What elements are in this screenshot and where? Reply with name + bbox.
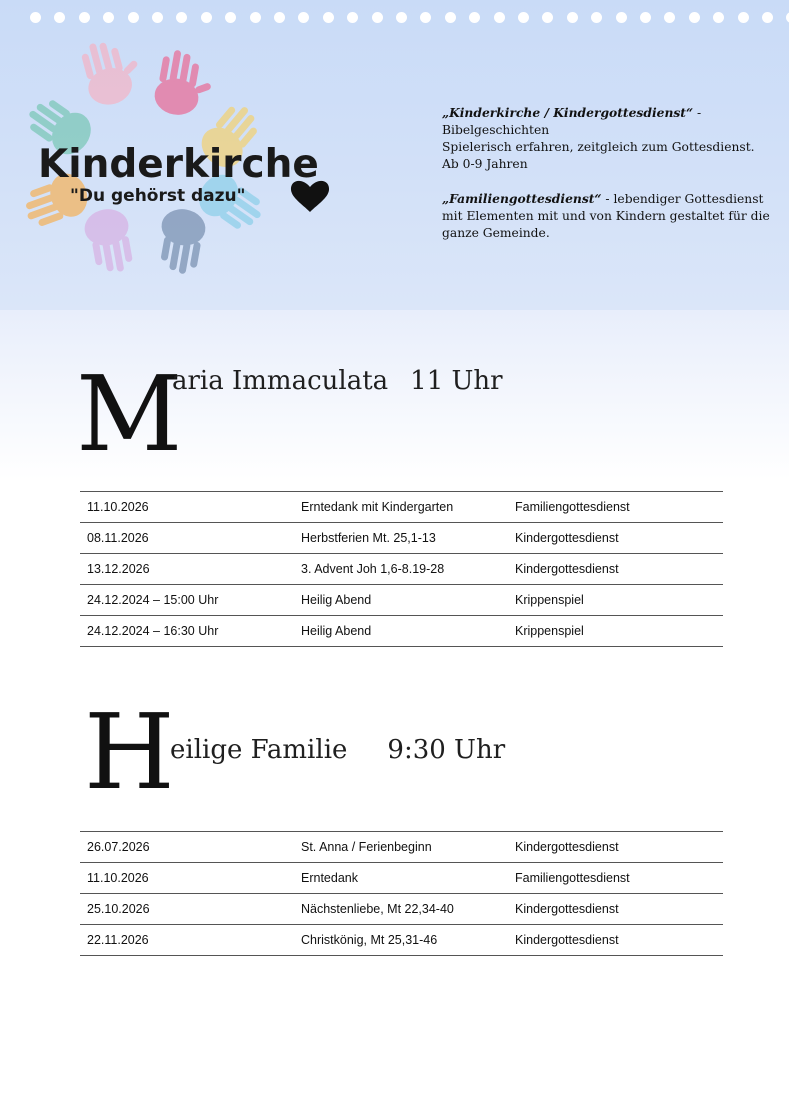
event-cell: 3. Advent Joh 1,6-8.19-28 bbox=[301, 562, 445, 576]
table-row bbox=[80, 894, 723, 925]
kinderkirche-logo bbox=[10, 22, 340, 292]
table-row bbox=[80, 585, 723, 616]
info-text bbox=[442, 104, 772, 242]
decorative-dot bbox=[713, 12, 724, 23]
section-2-schedule-table bbox=[80, 831, 723, 956]
event-cell: Heilig Abend bbox=[301, 624, 372, 638]
event-cell: Erntedank mit Kindergarten bbox=[301, 500, 454, 514]
date-cell: 24.12.2024 – 16:30 Uhr bbox=[87, 624, 219, 638]
decorative-dot bbox=[689, 12, 700, 23]
decorative-dot bbox=[396, 12, 407, 23]
date-cell: 11.10.2026 bbox=[87, 500, 149, 514]
table-row bbox=[80, 616, 723, 647]
kinderkirche-line: Spielerisch erfahren, zeitgleich zum Gottesdienst. bbox=[442, 140, 755, 154]
type-cell: Familiengottesdienst bbox=[515, 871, 630, 885]
date-cell: 08.11.2026 bbox=[87, 531, 149, 545]
section-1-schedule-table bbox=[80, 491, 723, 647]
type-cell: Kindergottesdienst bbox=[515, 531, 619, 545]
familie-description: „Familiengottesdienst“ - lebendiger Gottesdienst mit Elementen mit und von Kindern gestaltet für die ganze Gemeinde. bbox=[442, 191, 770, 240]
section-2-title bbox=[170, 735, 505, 765]
section-2-time: 9:30 Uhr bbox=[387, 735, 506, 765]
table-row bbox=[80, 523, 723, 554]
section-1-church: aria Immaculata bbox=[172, 366, 389, 396]
type-cell: Kindergottesdienst bbox=[515, 902, 619, 916]
type-cell: Krippenspiel bbox=[515, 593, 584, 607]
familie-heading: „Familiengottesdienst“ bbox=[442, 191, 602, 206]
date-cell: 13.12.2026 bbox=[87, 562, 150, 576]
decorative-dot bbox=[347, 12, 358, 23]
decorative-dot bbox=[664, 12, 675, 23]
date-cell: 24.12.2024 – 15:00 Uhr bbox=[87, 593, 219, 607]
kinderkirche-line: Ab 0-9 Jahren bbox=[442, 157, 528, 171]
kinderkirche-heading: „Kinderkirche / Kindergottesdienst“ bbox=[442, 105, 694, 120]
table-row bbox=[80, 925, 723, 956]
type-cell: Krippenspiel bbox=[515, 624, 584, 638]
date-cell: 26.07.2026 bbox=[87, 840, 150, 854]
table-row bbox=[80, 863, 723, 894]
logo-subtitle: "Du gehörst dazu" bbox=[70, 186, 246, 206]
decorative-dot bbox=[518, 12, 529, 23]
table-row bbox=[80, 832, 723, 863]
event-cell: Nächstenliebe, Mt 22,34-40 bbox=[301, 902, 454, 916]
event-cell: Erntedank bbox=[301, 871, 358, 885]
event-cell: Herbstferien Mt. 25,1-13 bbox=[301, 531, 436, 545]
decorative-dot bbox=[738, 12, 749, 23]
type-cell: Familiengottesdienst bbox=[515, 500, 630, 514]
date-cell: 11.10.2026 bbox=[87, 871, 149, 885]
decorative-dot bbox=[762, 12, 773, 23]
decorative-dot bbox=[420, 12, 431, 23]
type-cell: Kindergottesdienst bbox=[515, 933, 619, 947]
section-2-church: eilige Familie bbox=[170, 735, 348, 765]
table-row bbox=[80, 492, 723, 523]
event-cell: Christkönig, Mt 25,31-46 bbox=[301, 933, 438, 947]
date-cell: 22.11.2026 bbox=[87, 933, 149, 947]
decorative-dot bbox=[591, 12, 602, 23]
type-cell: Kindergottesdienst bbox=[515, 562, 619, 576]
type-cell: Kindergottesdienst bbox=[515, 840, 619, 854]
date-cell: 25.10.2026 bbox=[87, 902, 150, 916]
kinderkirche-description: „Kinderkirche / Kindergottesdienst“ - bbox=[442, 105, 702, 120]
decorative-dot bbox=[542, 12, 553, 23]
decorative-dot bbox=[494, 12, 505, 23]
section-1-dropcap: M bbox=[76, 353, 183, 475]
event-cell: St. Anna / Ferienbeginn bbox=[301, 840, 432, 854]
table-row bbox=[80, 554, 723, 585]
section-2-dropcap: H bbox=[84, 691, 175, 813]
decorative-dot bbox=[469, 12, 480, 23]
event-cell: Heilig Abend bbox=[301, 593, 372, 607]
decorative-dot bbox=[445, 12, 456, 23]
decorative-dot bbox=[640, 12, 651, 23]
section-1-time: 11 Uhr bbox=[410, 366, 503, 396]
kinderkirche-line: Bibelgeschichten bbox=[442, 123, 550, 137]
decorative-dot bbox=[567, 12, 578, 23]
logo-title: Kinderkirche bbox=[38, 142, 319, 187]
decorative-dot bbox=[372, 12, 383, 23]
decorative-dot bbox=[616, 12, 627, 23]
familie-text: lebendiger Gottesdienst mit Elementen mit und von Kindern gestaltet für die ganze Gemeinde. bbox=[442, 192, 770, 240]
section-1-title bbox=[172, 366, 503, 396]
